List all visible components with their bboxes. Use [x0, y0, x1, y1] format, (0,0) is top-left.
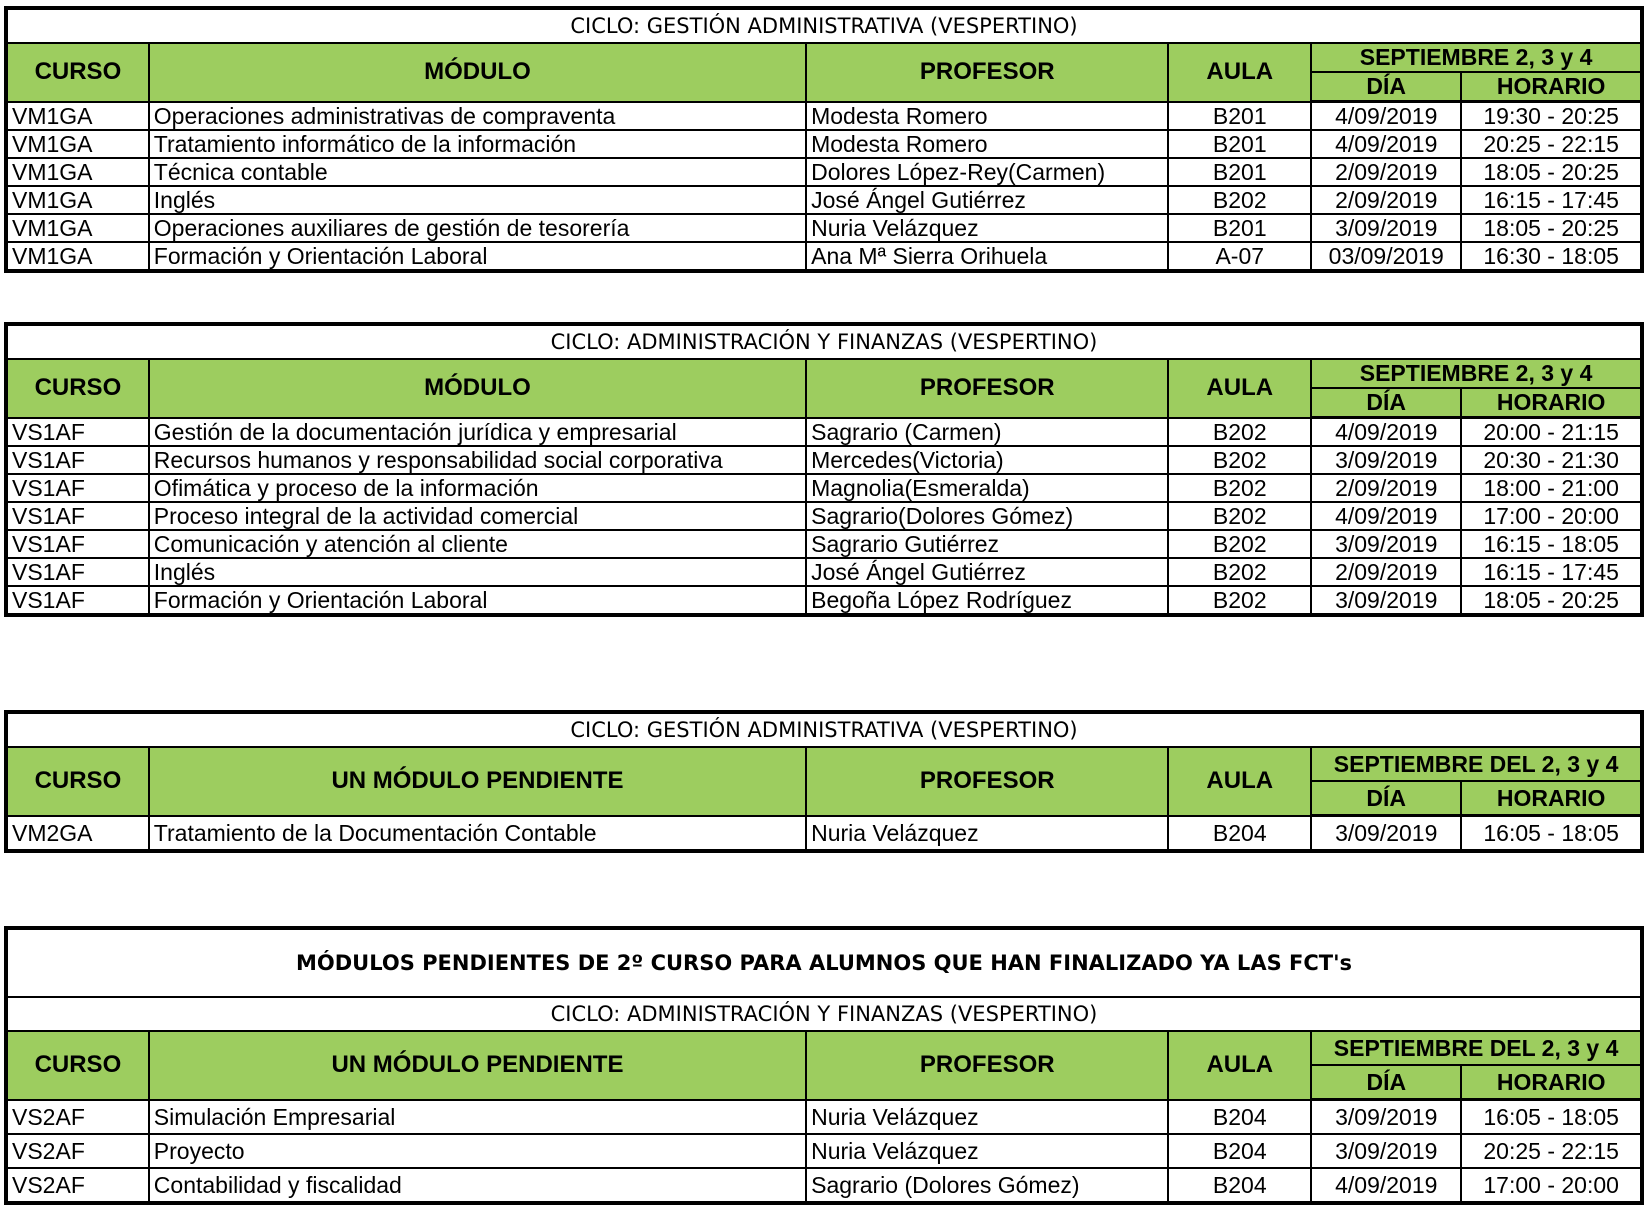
curso-cell: VS2AF	[6, 1134, 149, 1168]
table-row	[6, 530, 1642, 558]
aula-cell: B202	[1168, 474, 1311, 502]
modulo-cell: Ofimática y proceso de la información	[149, 474, 806, 502]
dia-cell: 2/09/2019	[1311, 186, 1461, 214]
horario-cell: 18:05 - 20:25	[1461, 586, 1642, 615]
aula-cell: B201	[1168, 130, 1311, 158]
dia-cell: 3/09/2019	[1311, 1134, 1461, 1168]
horario-cell: 20:30 - 21:30	[1461, 446, 1642, 474]
table-row	[6, 446, 1642, 474]
aula-cell: B204	[1168, 1134, 1311, 1168]
curso-cell: VM2GA	[6, 816, 149, 852]
horario-cell: 16:05 - 18:05	[1461, 816, 1642, 852]
modulo-cell: Inglés	[149, 186, 806, 214]
horario-cell: 16:05 - 18:05	[1461, 1100, 1642, 1135]
header-curso: CURSO	[6, 747, 149, 816]
horario-cell: 17:00 - 20:00	[1461, 502, 1642, 530]
profesor-cell: José Ángel Gutiérrez	[806, 186, 1168, 214]
modulo-cell: Operaciones auxiliares de gestión de tesorería	[149, 214, 806, 242]
profesor-cell: Begoña López Rodríguez	[806, 586, 1168, 615]
table-caption: CICLO: GESTIÓN ADMINISTRATIVA (VESPERTINO)	[6, 712, 1642, 747]
header-aula: AULA	[1168, 359, 1311, 418]
profesor-cell: Nuria Velázquez	[806, 1134, 1168, 1168]
horario-cell: 20:00 - 21:15	[1461, 418, 1642, 447]
header-horario: HORARIO	[1461, 72, 1642, 102]
modulo-cell: Proceso integral de la actividad comercial	[149, 502, 806, 530]
dia-cell: 2/09/2019	[1311, 474, 1461, 502]
dia-cell: 2/09/2019	[1311, 158, 1461, 186]
modulo-cell: Inglés	[149, 558, 806, 586]
aula-cell: B201	[1168, 214, 1311, 242]
section-title: MÓDULOS PENDIENTES DE 2º CURSO PARA ALUMNOS QUE HAN FINALIZADO YA LAS FCT's	[6, 928, 1642, 997]
dia-cell: 03/09/2019	[1311, 242, 1461, 271]
curso-cell: VM1GA	[6, 214, 149, 242]
dia-cell: 3/09/2019	[1311, 816, 1461, 852]
profesor-cell: Ana Mª Sierra Orihuela	[806, 242, 1168, 271]
dia-cell: 4/09/2019	[1311, 1168, 1461, 1203]
schedule-table-4	[4, 926, 1644, 1205]
header-aula: AULA	[1168, 1031, 1311, 1100]
profesor-cell: Sagrario (Dolores Gómez)	[806, 1168, 1168, 1203]
dia-cell: 4/09/2019	[1311, 130, 1461, 158]
header-curso: CURSO	[6, 1031, 149, 1100]
header-aula: AULA	[1168, 747, 1311, 816]
header-profesor: PROFESOR	[806, 747, 1168, 816]
table-row	[6, 502, 1642, 530]
aula-cell: B202	[1168, 586, 1311, 615]
table-row	[6, 130, 1642, 158]
table-caption: CICLO: ADMINISTRACIÓN Y FINANZAS (VESPERTINO)	[6, 997, 1642, 1031]
horario-cell: 18:00 - 21:00	[1461, 474, 1642, 502]
table-row	[6, 558, 1642, 586]
profesor-cell: Sagrario Gutiérrez	[806, 530, 1168, 558]
curso-cell: VS1AF	[6, 446, 149, 474]
modulo-cell: Formación y Orientación Laboral	[149, 586, 806, 615]
table-row	[6, 186, 1642, 214]
modulo-cell: Operaciones administrativas de compraventa	[149, 102, 806, 131]
aula-cell: B201	[1168, 102, 1311, 131]
header-dates: SEPTIEMBRE 2, 3 y 4	[1311, 359, 1642, 388]
profesor-cell: Magnolia(Esmeralda)	[806, 474, 1168, 502]
aula-cell: B202	[1168, 530, 1311, 558]
aula-cell: B204	[1168, 816, 1311, 852]
header-curso: CURSO	[6, 359, 149, 418]
profesor-cell: Mercedes(Victoria)	[806, 446, 1168, 474]
modulo-cell: Simulación Empresarial	[149, 1100, 806, 1135]
table-row	[6, 418, 1642, 447]
modulo-cell: Gestión de la documentación jurídica y empresarial	[149, 418, 806, 447]
table-row	[6, 1134, 1642, 1168]
dia-cell: 3/09/2019	[1311, 1100, 1461, 1135]
header-dia: DÍA	[1311, 388, 1461, 418]
dia-cell: 3/09/2019	[1311, 214, 1461, 242]
table-caption: CICLO: GESTIÓN ADMINISTRATIVA (VESPERTINO)	[6, 8, 1642, 43]
curso-cell: VS2AF	[6, 1168, 149, 1203]
profesor-cell: Modesta Romero	[806, 102, 1168, 131]
schedule-table-1	[4, 6, 1644, 273]
curso-cell: VS1AF	[6, 502, 149, 530]
curso-cell: VM1GA	[6, 186, 149, 214]
modulo-cell: Contabilidad y fiscalidad	[149, 1168, 806, 1203]
header-dates: SEPTIEMBRE 2, 3 y 4	[1311, 43, 1642, 72]
table-row	[6, 102, 1642, 131]
header-profesor: PROFESOR	[806, 43, 1168, 102]
aula-cell: B204	[1168, 1168, 1311, 1203]
horario-cell: 16:15 - 17:45	[1461, 186, 1642, 214]
dia-cell: 2/09/2019	[1311, 558, 1461, 586]
table-row	[6, 1100, 1642, 1135]
curso-cell: VS1AF	[6, 558, 149, 586]
modulo-cell: Comunicación y atención al cliente	[149, 530, 806, 558]
aula-cell: B202	[1168, 502, 1311, 530]
header-modulo-pendiente: UN MÓDULO PENDIENTE	[149, 1031, 806, 1100]
modulo-cell: Proyecto	[149, 1134, 806, 1168]
profesor-cell: Nuria Velázquez	[806, 816, 1168, 852]
modulo-cell: Tratamiento de la Documentación Contable	[149, 816, 806, 852]
profesor-cell: Modesta Romero	[806, 130, 1168, 158]
header-dates: SEPTIEMBRE DEL 2, 3 y 4	[1311, 1031, 1642, 1065]
modulo-cell: Tratamiento informático de la información	[149, 130, 806, 158]
curso-cell: VS1AF	[6, 586, 149, 615]
dia-cell: 3/09/2019	[1311, 530, 1461, 558]
header-profesor: PROFESOR	[806, 359, 1168, 418]
table-row	[6, 158, 1642, 186]
header-dia: DÍA	[1311, 1065, 1461, 1100]
header-aula: AULA	[1168, 43, 1311, 102]
dia-cell: 3/09/2019	[1311, 446, 1461, 474]
table-row	[6, 474, 1642, 502]
table-caption: CICLO: ADMINISTRACIÓN Y FINANZAS (VESPERTINO)	[6, 324, 1642, 359]
header-curso: CURSO	[6, 43, 149, 102]
table-row	[6, 1168, 1642, 1203]
header-horario: HORARIO	[1461, 1065, 1642, 1100]
curso-cell: VM1GA	[6, 130, 149, 158]
profesor-cell: Nuria Velázquez	[806, 1100, 1168, 1135]
header-horario: HORARIO	[1461, 388, 1642, 418]
header-modulo: MÓDULO	[149, 359, 806, 418]
aula-cell: A-07	[1168, 242, 1311, 271]
dia-cell: 4/09/2019	[1311, 418, 1461, 447]
modulo-cell: Técnica contable	[149, 158, 806, 186]
profesor-cell: Dolores López-Rey(Carmen)	[806, 158, 1168, 186]
horario-cell: 18:05 - 20:25	[1461, 214, 1642, 242]
schedule-table-2	[4, 322, 1644, 617]
aula-cell: B204	[1168, 1100, 1311, 1135]
horario-cell: 18:05 - 20:25	[1461, 158, 1642, 186]
table-row	[6, 242, 1642, 271]
horario-cell: 19:30 - 20:25	[1461, 102, 1642, 131]
dia-cell: 4/09/2019	[1311, 502, 1461, 530]
curso-cell: VS1AF	[6, 474, 149, 502]
curso-cell: VS1AF	[6, 418, 149, 447]
modulo-cell: Formación y Orientación Laboral	[149, 242, 806, 271]
header-modulo-pendiente: UN MÓDULO PENDIENTE	[149, 747, 806, 816]
aula-cell: B201	[1168, 158, 1311, 186]
curso-cell: VS2AF	[6, 1100, 149, 1135]
profesor-cell: Sagrario(Dolores Gómez)	[806, 502, 1168, 530]
schedule-table-3	[4, 710, 1644, 853]
header-profesor: PROFESOR	[806, 1031, 1168, 1100]
curso-cell: VM1GA	[6, 158, 149, 186]
aula-cell: B202	[1168, 558, 1311, 586]
horario-cell: 20:25 - 22:15	[1461, 1134, 1642, 1168]
aula-cell: B202	[1168, 418, 1311, 447]
profesor-cell: Nuria Velázquez	[806, 214, 1168, 242]
aula-cell: B202	[1168, 186, 1311, 214]
table-row	[6, 214, 1642, 242]
curso-cell: VM1GA	[6, 102, 149, 131]
header-dia: DÍA	[1311, 781, 1461, 816]
profesor-cell: Sagrario (Carmen)	[806, 418, 1168, 447]
horario-cell: 17:00 - 20:00	[1461, 1168, 1642, 1203]
header-dates: SEPTIEMBRE DEL 2, 3 y 4	[1311, 747, 1642, 781]
profesor-cell: José Ángel Gutiérrez	[806, 558, 1168, 586]
curso-cell: VM1GA	[6, 242, 149, 271]
header-dia: DÍA	[1311, 72, 1461, 102]
header-modulo: MÓDULO	[149, 43, 806, 102]
curso-cell: VS1AF	[6, 530, 149, 558]
header-horario: HORARIO	[1461, 781, 1642, 816]
dia-cell: 4/09/2019	[1311, 102, 1461, 131]
modulo-cell: Recursos humanos y responsabilidad social corporativa	[149, 446, 806, 474]
table-row	[6, 816, 1642, 852]
table-row	[6, 586, 1642, 615]
horario-cell: 20:25 - 22:15	[1461, 130, 1642, 158]
horario-cell: 16:30 - 18:05	[1461, 242, 1642, 271]
dia-cell: 3/09/2019	[1311, 586, 1461, 615]
horario-cell: 16:15 - 18:05	[1461, 530, 1642, 558]
horario-cell: 16:15 - 17:45	[1461, 558, 1642, 586]
aula-cell: B202	[1168, 446, 1311, 474]
